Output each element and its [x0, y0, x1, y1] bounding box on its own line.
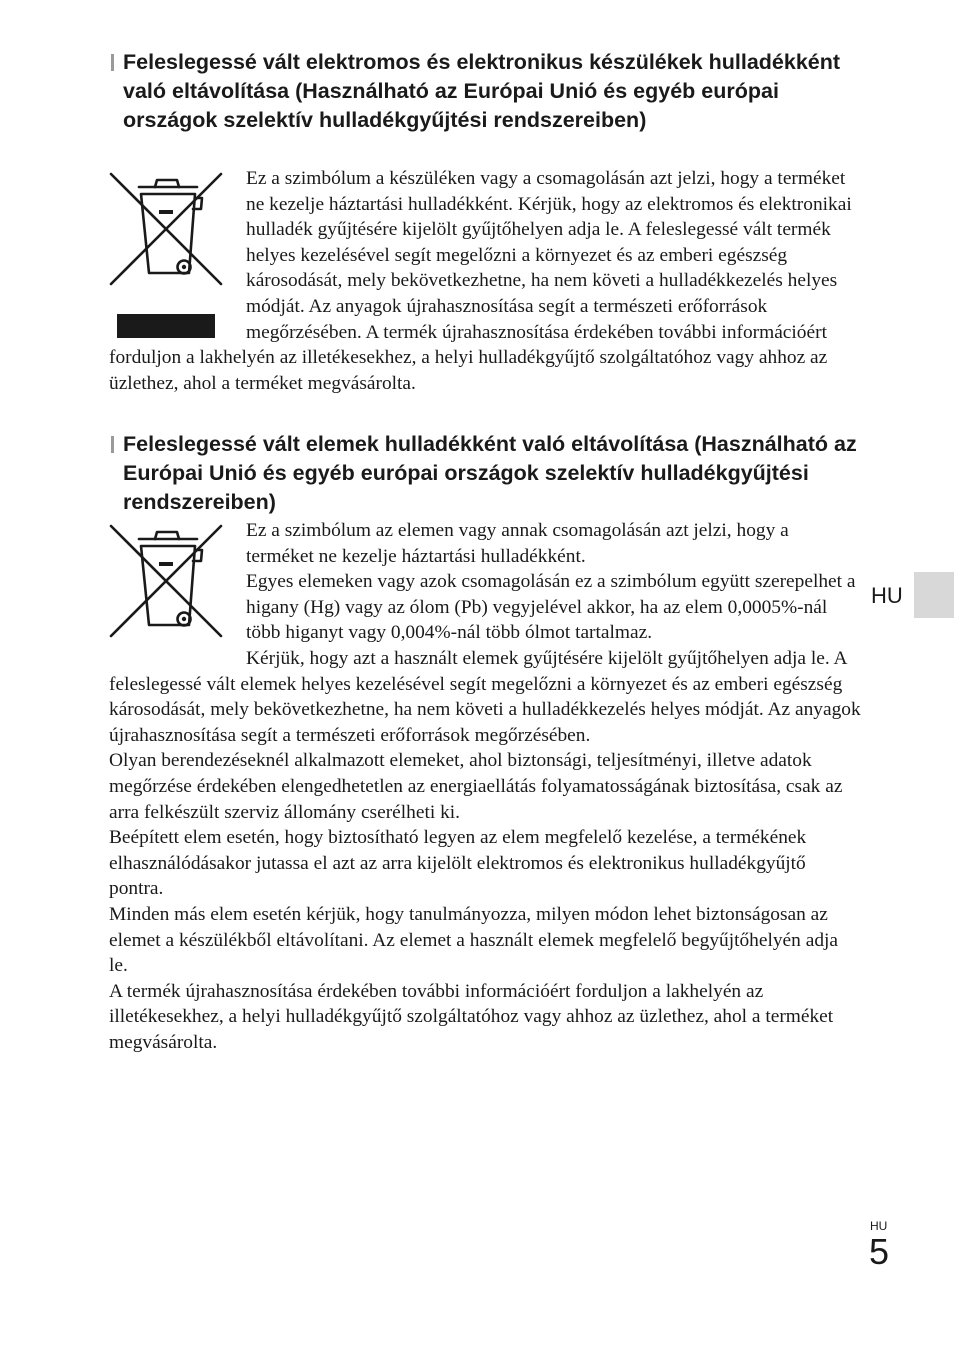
side-tab-label: HU — [871, 583, 903, 608]
crossed-out-wheeled-bin-with-bar-icon — [109, 166, 246, 342]
section1-heading — [109, 48, 869, 135]
section2-body — [109, 518, 861, 1055]
heading-marker — [111, 54, 114, 71]
section1-heading-text: Feleslegessé vált elektromos és elektronikus készülékek hulladékként való eltávolítása (Használható az Európai Unió és egyéb európai országok szelektív hulladékgyűjtési rendszereiben) — [123, 50, 841, 132]
section2-paragraph-2: Egyes elemeken vagy azok csomagolásán ez a szimbólum együtt szerepelhet a higany (Hg) vagy az ólom (Pb) vegyjelével akkor, ha az elem 0,0005%-nál több higanyt vagy 0,004%-nál több ólmot tartalmaz. — [246, 571, 856, 644]
section2-paragraph-5: Beépített elem esetén, hogy biztosítható legyen az elem megfelelő kezelése, a termékének elhasználódásakor jutassa el azt az arra kijelölt elektromos és elektronikus hulladékgyűjtő pontra. — [109, 827, 807, 900]
section1-paragraph: Ez a szimbólum a készüléken vagy a csomagolásán azt jelzi, hogy a terméket ne kezelje háztartási hulladékként. Kérjük, hogy az elektromos és elektronikai hulladék gyűjtésére kijelölt gyűjtőhelyen adja le. A feleslegessé vált termék helyes kezelésével segít megelőzni a környezet és az emberi egészség károsodását, mely bekövetkezhetne, ha nem követi a hulladékkezelés helyes módját. Az anyagok újrahasznosítása segít a természeti erőforrások megőrzésében. A termék újrahasznosítása érdekében további információért forduljon a lakhelyén az illetékesekhez, a helyi hulladékgyűjtő szolgáltatóhoz vagy ahhoz az üzlethez, ahol a terméket megvásárolta. — [109, 168, 852, 394]
section2-heading-text: Feleslegessé vált elemek hulladékként való eltávolítása (Használható az Európai Unió és egyéb európai országok szelektív hulladékgyűjtési rendszereiben) — [123, 432, 857, 514]
heading-marker — [111, 436, 114, 453]
side-language-tab — [914, 572, 954, 618]
page-number: 5 — [869, 1231, 890, 1272]
section2-paragraph-3: Kérjük, hogy azt a használt elemek gyűjtésére kijelölt gyűjtőhelyen adja le. A feleslegessé vált elemek helyes kezelésével segít megelőzni a környezet és az emberi egészség károsodását, mely bekövetkezhetne, ha nem követi a hulladékkezelés helyes módját. Az anyagok újrahasznosítása segít a természeti erőforrások megőrzésében. — [109, 647, 861, 746]
section2-paragraph-1: Ez a szimbólum az elemen vagy annak csomagolásán azt jelzi, hogy a terméket ne kezelje háztartási hulladékként. — [246, 520, 789, 567]
section2-heading — [109, 430, 869, 517]
section2-paragraph-6: Minden más elem esetén kérjük, hogy tanulmányozza, milyen módon lehet biztonságosan az elemet a készülékből eltávolítani. Az elemet a használt elemek megfelelő begyűjtőhelyén adja le. — [109, 903, 839, 977]
folio-language: HU — [870, 1219, 888, 1233]
crossed-out-wheeled-bin-icon — [109, 518, 246, 668]
section2-paragraph-7: A termék újrahasznosítása érdekében további információért forduljon a lakhelyén az illetékesekhez, a helyi hulladékgyűjtő szolgáltatóhoz vagy ahhoz az üzlethez, ahol a terméket megvásárolta. — [109, 980, 834, 1053]
section2-paragraph-4: Olyan berendezéseknél alkalmazott elemeket, ahol biztonsági, teljesítményi, illetve adatok megőrzése érdekében elengedhetetlen az energiaellátás folyamatosságának biztosítása, csak az arra felkészült szerviz állomány cserélheti ki. — [109, 750, 843, 823]
section1-body — [109, 166, 861, 396]
